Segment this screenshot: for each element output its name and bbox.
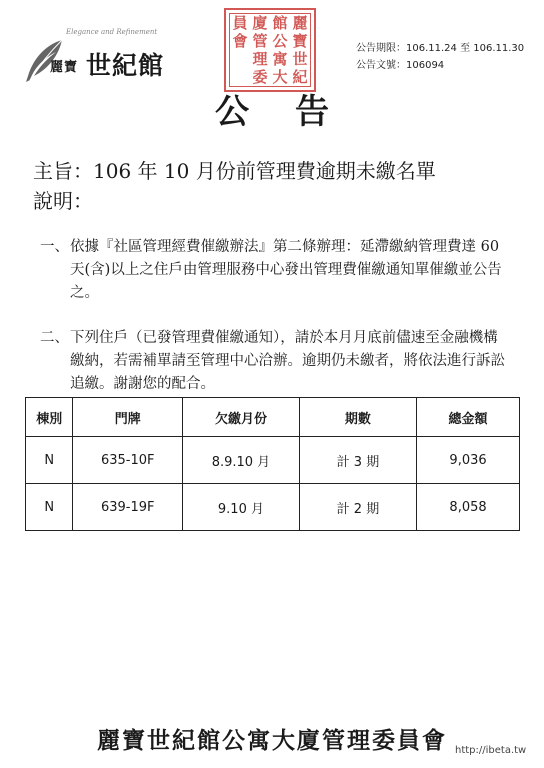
seal-character: 紀 [292,67,308,86]
header-building: 棟別 [26,398,73,437]
header-periods: 期數 [299,398,416,437]
notice-period [356,40,524,57]
seal-character: 員 [232,13,248,32]
overdue-table [25,397,520,531]
cell-building: N [26,437,73,484]
paragraph-2-text: 下列住戶（已發管理費催繳通知），請於本月月底前儘速至金融機構繳納，若需補單請至管理中心洽辦。逾期仍未繳者，將依法進行訴訟追繳。謝謝您的配合。 [70,330,505,392]
seal-character: 管 [252,31,268,50]
cell-unit: 635-10F [73,437,183,484]
seal-character: 寶 [292,31,308,50]
cell-unit: 639-19F [73,484,183,531]
watermark-text: http://ibeta.tw [452,744,529,757]
table-row [26,484,520,531]
seal-character: 麗 [292,13,308,32]
notice-period-label: 公告期限： [356,43,406,54]
seal-character: 世 [292,49,308,68]
notice-doc-value: 106094 [406,60,445,71]
seal-character: 館 [272,13,288,32]
cell-periods: 計 2 期 [299,484,416,531]
official-seal [224,8,316,92]
logo-name-small: 麗寶 [50,60,79,75]
seal-character: 會 [232,31,248,50]
paragraph-1-text: 依據『社區管理經費催繳辦法』第二條辦理：延滯繳納管理費達 60 天(含)以上之住戶由管理服務中心發出管理費催繳通知單催繳並公告之。 [70,239,502,301]
committee-signature: 麗寶世紀館公寓大廈管理委員會 [97,727,447,754]
seal-character: 廈 [252,13,268,32]
logo-name-large: 世紀館 [86,51,165,80]
paragraph-1-number: 一、 [40,239,69,255]
table-header-row [26,398,520,437]
logo-script-text: Elegance and Refinement [66,28,158,36]
paragraph-2-number: 二、 [40,330,69,346]
cell-months: 8.9.10 月 [183,437,300,484]
paragraph-1 [40,236,510,305]
cell-total: 9,036 [417,437,520,484]
seal-character: 公 [272,31,288,50]
seal-character: 理 [252,49,268,68]
cell-periods: 計 3 期 [299,437,416,484]
cell-months: 9.10 月 [183,484,300,531]
cell-total: 8,058 [417,484,520,531]
page-title: 公告 [215,92,375,132]
explain-label: 說明： [33,189,93,213]
notice-period-value: 106.11.24 至 106.11.30 [406,43,525,54]
seal-character: 寓 [272,49,288,68]
notice-doc-number [356,57,524,74]
seal-character: 委 [252,67,268,86]
header-months: 欠繳月份 [183,398,300,437]
header-total: 總金額 [417,398,520,437]
header-unit: 門牌 [73,398,183,437]
seal-character [230,50,250,68]
notice-subject: 主旨：106 年 10 月份前管理費逾期未繳名單 [33,159,436,183]
paragraph-2 [40,327,510,396]
seal-character: 大 [272,67,288,86]
cell-building: N [26,484,73,531]
table-row [26,437,520,484]
notice-doc-label: 公告文號： [356,60,406,71]
notice-meta [356,40,524,74]
